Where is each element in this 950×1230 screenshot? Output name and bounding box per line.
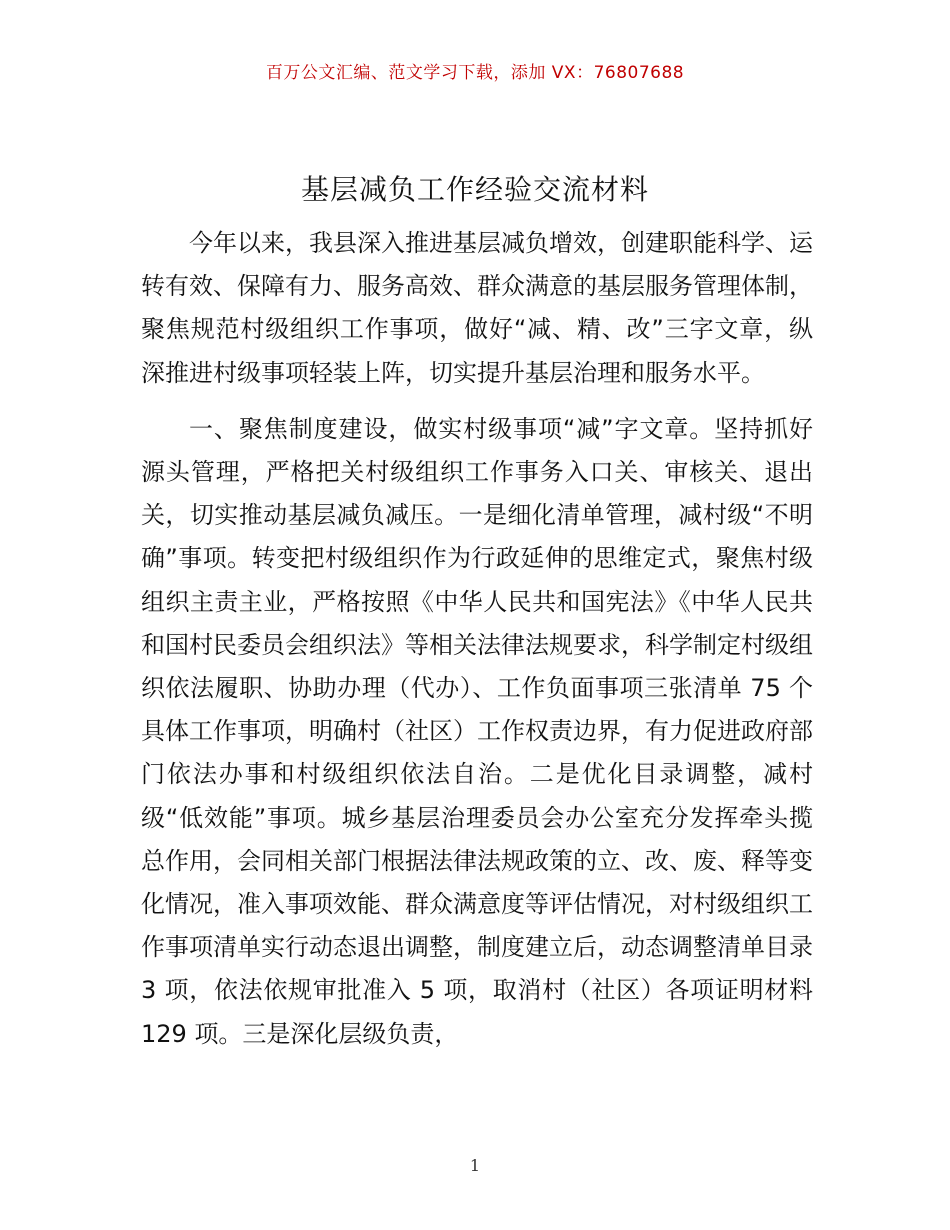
page-number: 1 xyxy=(469,1156,481,1175)
document-title: 基层减负工作经验交流材料 xyxy=(300,173,649,206)
intro-paragraph: 今年以来，我县深入推进基层减负增效，创建职能科学、运转有效、保障有力、服务高效、群众满意的基层服务管理体制，聚焦规范村级组织工作事项，做好“减、精、改”三字文章，纵深推进村级事项轻装上阵，切实提升基层治理和服务水平。 xyxy=(141,229,813,387)
section-one-paragraph: 一、聚焦制度建设，做实村级事项“减”字文章。坚持抓好源头管理，严格把关村级组织工作事务入口关、审核关、退出关，切实推动基层减负减压。一是细化清单管理，减村级“不明确”事项。转变把村级组织作为行政延伸的思维定式，聚焦村级组织主责主业，严格按照《中华人民共和国宪法》《中华人民共和国村民委员会组织法》等相关法律法规要求，科学制定村级组织依法履职、协助办理（代办）、工作负面事项三张清单 75 个具体工作事项，明确村（社区）工作权责边界，有力促进政府部门依法办事和村级组织依法自治。二是优化目录调整，减村级“低效能”事项。城乡基层治理委员会办公室充分发挥牵头揽总作用，会同相关部门根据法律法规政策的立、改、废、释等变化情况，准入事项效能、群众满意度等评估情况，对村级组织工作事项清单实行动态退出调整，制度建立后，动态调整清单目录 3 项，依法依规审批准入 5 项，取消村（社区）各项证明材料 129 项。三是深化层级负责， xyxy=(141,414,813,1048)
document-body xyxy=(141,222,813,1056)
header-banner: 百万公文汇编、范文学习下载，添加 VX：76807688 xyxy=(265,63,685,83)
